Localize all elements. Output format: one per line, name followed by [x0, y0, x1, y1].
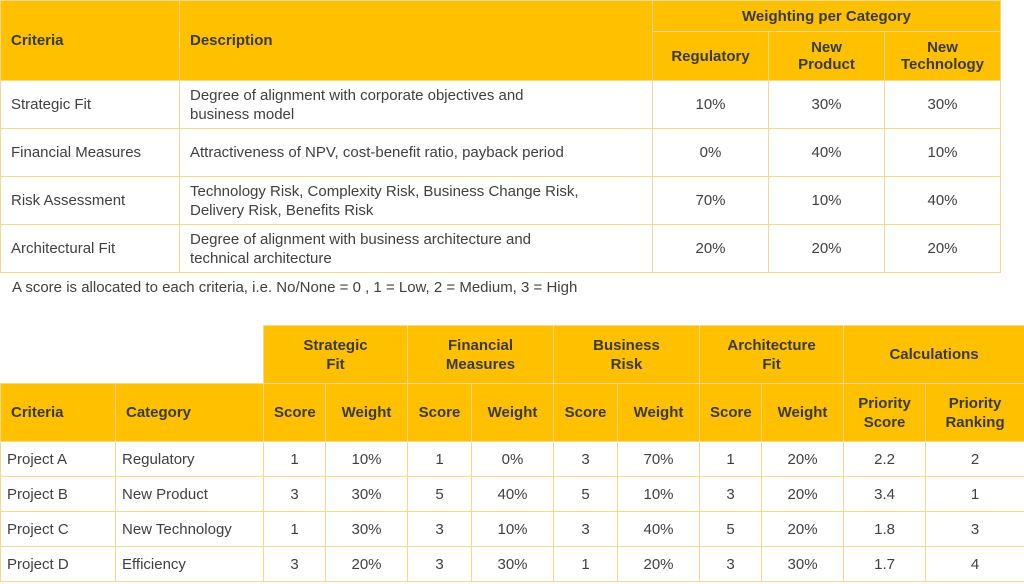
- weight-new-product: 30%: [769, 81, 885, 129]
- criteria-name: Architectural Fit: [1, 225, 180, 273]
- scoring-note: A score is allocated to each criteria, i.e. No/None = 0 , 1 = Low, 2 = Medium, 3 = High: [12, 279, 578, 296]
- criteria-row: [1, 177, 1001, 225]
- business-risk-weight: 40%: [618, 512, 700, 547]
- priority-score: 2.2: [844, 442, 926, 477]
- architecture-weight: 20%: [762, 442, 844, 477]
- financial-score: 1: [408, 442, 472, 477]
- weight-regulatory: 10%: [653, 81, 769, 129]
- header-new-technology: New Technology: [885, 32, 1001, 81]
- financial-score: 5: [408, 477, 472, 512]
- weight-regulatory: 70%: [653, 177, 769, 225]
- group-architecture-fit: Architecture Fit: [700, 326, 844, 384]
- financial-weight: 30%: [472, 547, 554, 582]
- financial-weight: 0%: [472, 442, 554, 477]
- priority-ranking: 2: [926, 442, 1024, 477]
- business-risk-weight: 70%: [618, 442, 700, 477]
- business-risk-weight: 20%: [618, 547, 700, 582]
- project-name: Project B: [1, 477, 116, 512]
- strategic-score: 1: [264, 442, 326, 477]
- header-weight: Weight: [472, 384, 554, 442]
- header-description: Description: [180, 1, 653, 81]
- weight-new-product: 20%: [769, 225, 885, 273]
- financial-score: 3: [408, 512, 472, 547]
- header-priority-ranking: Priority Ranking: [926, 384, 1024, 442]
- group-strategic-fit: Strategic Fit: [264, 326, 408, 384]
- table-row: [1, 547, 1024, 582]
- priority-score: 3.4: [844, 477, 926, 512]
- project-category: New Technology: [116, 512, 264, 547]
- criteria-name: Strategic Fit: [1, 81, 180, 129]
- priority-score: 1.7: [844, 547, 926, 582]
- table-row: [1, 442, 1024, 477]
- blank-header-cell: [1, 326, 264, 384]
- business-risk-score: 3: [554, 442, 618, 477]
- header-score: Score: [264, 384, 326, 442]
- header-score: Score: [700, 384, 762, 442]
- project-category: New Product: [116, 477, 264, 512]
- criteria-description: Technology Risk, Complexity Risk, Business Change Risk, Delivery Risk, Benefits Risk: [180, 177, 653, 225]
- business-risk-score: 1: [554, 547, 618, 582]
- criteria-description: Degree of alignment with business architecture and technical architecture: [180, 225, 653, 273]
- strategic-weight: 30%: [326, 477, 408, 512]
- financial-weight: 10%: [472, 512, 554, 547]
- header-weight: Weight: [618, 384, 700, 442]
- priority-ranking: 1: [926, 477, 1024, 512]
- header-score: Score: [408, 384, 472, 442]
- strategic-weight: 20%: [326, 547, 408, 582]
- business-risk-score: 3: [554, 512, 618, 547]
- business-risk-score: 5: [554, 477, 618, 512]
- criteria-row: [1, 225, 1001, 273]
- priority-ranking: 3: [926, 512, 1024, 547]
- header-weighting-per-category: Weighting per Category: [653, 1, 1001, 32]
- financial-weight: 40%: [472, 477, 554, 512]
- project-category: Efficiency: [116, 547, 264, 582]
- weight-new-product: 10%: [769, 177, 885, 225]
- header-new-product: New Product: [769, 32, 885, 81]
- architecture-score: 3: [700, 477, 762, 512]
- architecture-score: 5: [700, 512, 762, 547]
- header-criteria: Criteria: [1, 1, 180, 81]
- priority-ranking: 4: [926, 547, 1024, 582]
- architecture-score: 1: [700, 442, 762, 477]
- weight-new-technology: 20%: [885, 225, 1001, 273]
- architecture-weight: 30%: [762, 547, 844, 582]
- header-weight: Weight: [326, 384, 408, 442]
- header-score: Score: [554, 384, 618, 442]
- strategic-score: 3: [264, 547, 326, 582]
- business-risk-weight: 10%: [618, 477, 700, 512]
- architecture-score: 3: [700, 547, 762, 582]
- criteria-row: [1, 81, 1001, 129]
- group-financial-measures: Financial Measures: [408, 326, 554, 384]
- priority-score: 1.8: [844, 512, 926, 547]
- header-category: Category: [116, 384, 264, 442]
- criteria-name: Financial Measures: [1, 129, 180, 177]
- header-regulatory: Regulatory: [653, 32, 769, 81]
- table-row: [1, 512, 1024, 547]
- header-criteria: Criteria: [1, 384, 116, 442]
- weight-new-technology: 30%: [885, 81, 1001, 129]
- criteria-name: Risk Assessment: [1, 177, 180, 225]
- table-row: [1, 477, 1024, 512]
- header-priority-score: Priority Score: [844, 384, 926, 442]
- group-business-risk: Business Risk: [554, 326, 700, 384]
- strategic-score: 3: [264, 477, 326, 512]
- strategic-weight: 30%: [326, 512, 408, 547]
- group-calculations: Calculations: [844, 326, 1024, 384]
- weight-new-technology: 40%: [885, 177, 1001, 225]
- weight-regulatory: 0%: [653, 129, 769, 177]
- project-name: Project C: [1, 512, 116, 547]
- strategic-score: 1: [264, 512, 326, 547]
- project-category: Regulatory: [116, 442, 264, 477]
- project-name: Project A: [1, 442, 116, 477]
- criteria-row: [1, 129, 1001, 177]
- strategic-weight: 10%: [326, 442, 408, 477]
- architecture-weight: 20%: [762, 512, 844, 547]
- project-name: Project D: [1, 547, 116, 582]
- weight-regulatory: 20%: [653, 225, 769, 273]
- weight-new-product: 40%: [769, 129, 885, 177]
- architecture-weight: 20%: [762, 477, 844, 512]
- criteria-description: Attractiveness of NPV, cost-benefit ratio, payback period: [180, 129, 653, 177]
- weight-new-technology: 10%: [885, 129, 1001, 177]
- criteria-description: Degree of alignment with corporate objectives and business model: [180, 81, 653, 129]
- criteria-weighting-table: [0, 0, 1001, 273]
- header-weight: Weight: [762, 384, 844, 442]
- project-priority-table: [0, 325, 1024, 582]
- financial-score: 3: [408, 547, 472, 582]
